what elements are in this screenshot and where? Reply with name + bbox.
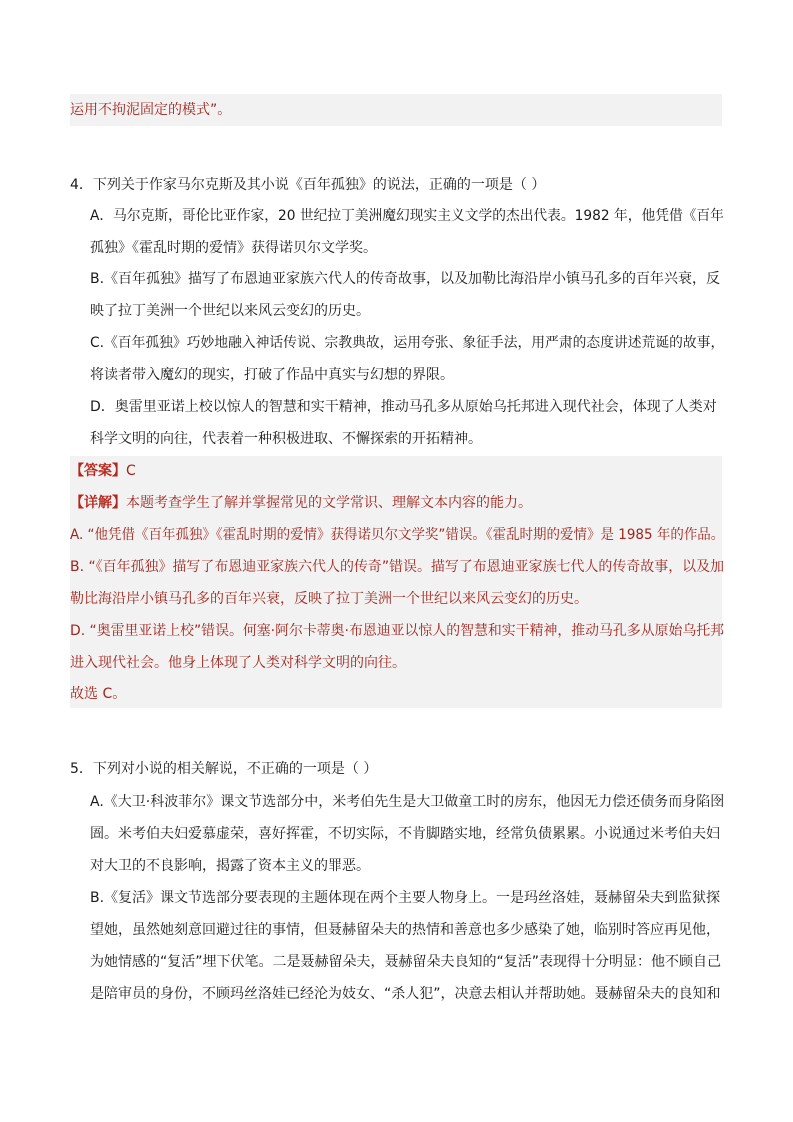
q4-detail-line-4: D. “奥雷里亚诺上校”错误。何塞·阿尔卡蒂奥·布恩迪亚以惊人的智慧和实干精神，推动马孔多从原始乌托邦: [70, 623, 725, 639]
q4-option-b-line2: 映了拉丁美洲一个世纪以来风云变幻的历史。: [90, 303, 370, 319]
q4-conclusion: 故选 C。: [70, 686, 127, 702]
detail-label: 【详解】: [70, 495, 126, 511]
q4-detail-line-5: 进入现代社会。他身上体现了人类对科学文明的向往。: [70, 655, 406, 671]
q4-option-b-line1: B.《百年孤独》描写了布恩迪亚家族六代人的传奇故事，以及加勒比海沿岸小镇马孔多的百年兴衰，反: [90, 271, 721, 287]
q4-option-c-line1: C.《百年孤独》巧妙地融入神话传说、宗教典故，运用夸张、象征手法，用严肃的态度讲述荒诞的故事，: [90, 335, 725, 351]
q5-line-7: 是陪审员的身份，不顾玛丝洛娃已经沦为妓女、“杀人犯”，决意去相认并帮助她。聂赫留朵夫的良知和: [90, 986, 721, 1002]
q5-line-2: 圄。米考伯夫妇爱慕虚荣，喜好挥霍，不切实际，不肯脚踏实地，经常负债累累。小说通过米考伯夫妇: [90, 826, 720, 842]
q5-line-5: 望她，虽然她刻意回避过往的事情，但聂赫留朵夫的热情和善意也多少感染了她，临别时答应再见他，: [90, 922, 720, 938]
q4-stem: 4．下列关于作家马尔克斯及其小说《百年孤独》的说法，正确的一项是（ ）: [70, 177, 546, 193]
answer-label: 【答案】: [70, 463, 126, 479]
q4-option-d-line1: D．奥雷里亚诺上校以惊人的智慧和实干精神，推动马孔多从原始乌托邦进入现代社会，体现了人类对: [90, 399, 717, 415]
q4-detail-line-3: 勒比海沿岸小镇马孔多的百年兴衰，反映了拉丁美洲一个世纪以来风云变幻的历史。: [70, 591, 588, 607]
previous-answer-tail: 运用不拘泥固定的模式”。: [70, 102, 232, 118]
q5-line-4: B.《复活》课文节选部分要表现的主题体现在两个主要人物身上。一是玛丝洛娃，聂赫留朵夫到监狱探: [90, 890, 721, 906]
q4-answer: [70, 461, 136, 481]
q5-line-1: A.《大卫·科波菲尔》课文节选部分中，米考伯先生是大卫做童工时的房东，他因无力偿还债务而身陷囹: [90, 794, 725, 810]
q4-detail-line-2: B. “《百年孤独》描写了布恩迪亚家族六代人的传奇”错误。描写了布恩迪亚家族七代人的传奇故事，以及加: [70, 559, 725, 575]
q4-option-a-line2: 孤独》《霍乱时期的爱情》获得诺贝尔文学奖。: [90, 240, 377, 256]
q5-stem: 5．下列对小说的相关解说，不正确的一项是（ ）: [70, 761, 378, 777]
q4-option-c-line2: 将读者带入魔幻的现实，打破了作品中真实与幻想的界限。: [90, 367, 454, 383]
q5-line-6: 为她情感的“复活”埋下伏笔。二是聂赫留朵夫，聂赫留朵夫良知的“复活”表现得十分明显：他不顾自己: [90, 954, 722, 970]
q4-option-a-line1: A．马尔克斯，哥伦比亚作家，20 世纪拉丁美洲魔幻现实主义文学的杰出代表。1982 年，他凭借《百年: [90, 208, 724, 224]
detail-intro-text: 本题考查学生了解并掌握常见的文学常识、理解文本内容的能力。: [126, 495, 532, 511]
answer-value: C: [126, 463, 136, 479]
q4-detail-intro: [70, 493, 532, 513]
q4-option-d-line2: 科学文明的向往，代表着一种积极进取、不懈探索的开拓精神。: [90, 431, 482, 447]
q4-detail-line-1: A. “他凭借《百年孤独》《霍乱时期的爱情》获得诺贝尔文学奖”错误。《霍乱时期的爱情》是 1985 年的作品。: [70, 527, 725, 543]
q5-line-3: 对大卫的不良影响，揭露了资本主义的罪恶。: [90, 858, 370, 874]
